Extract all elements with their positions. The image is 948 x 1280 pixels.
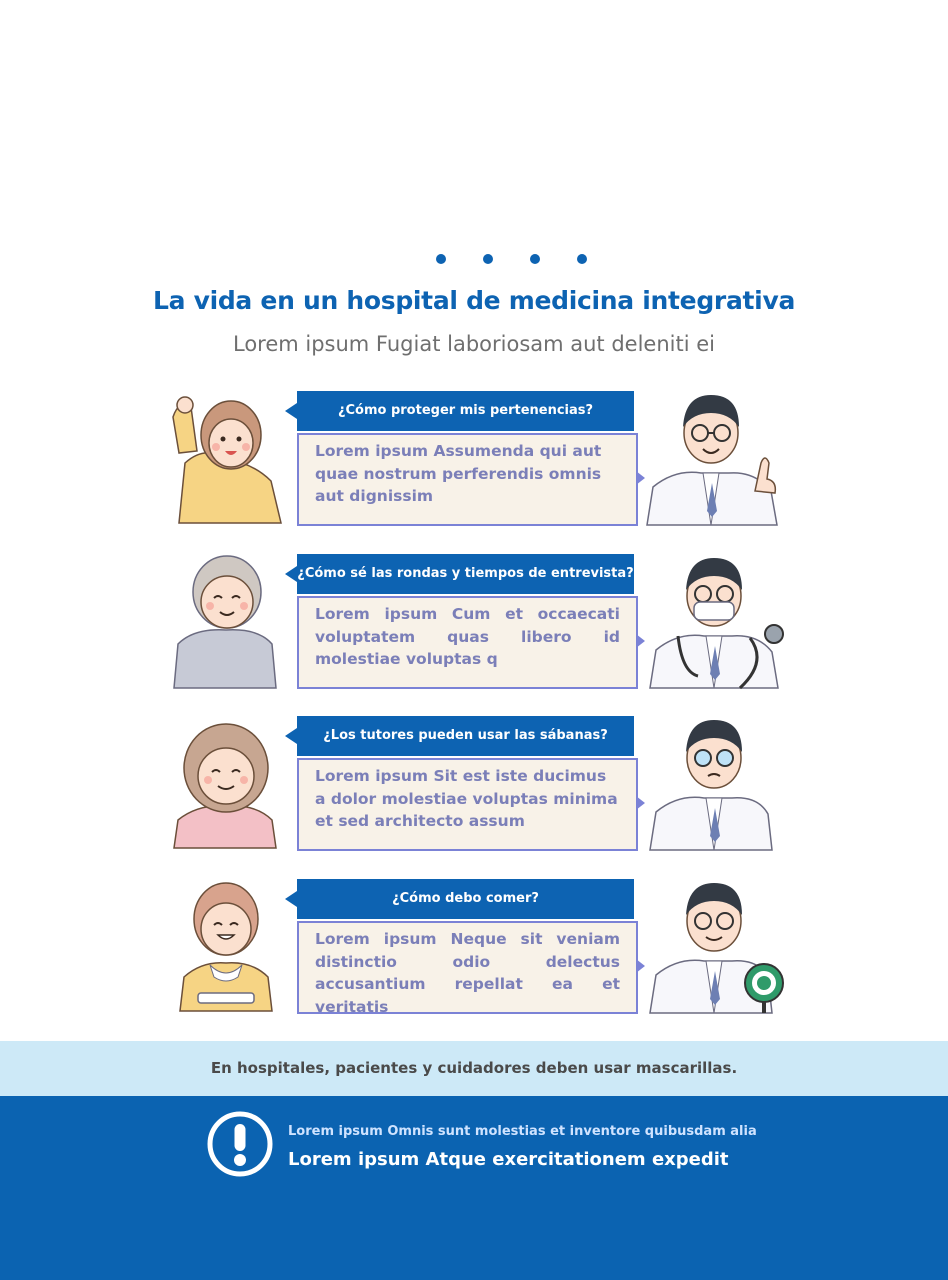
footer-line-1: Lorem ipsum Omnis sunt molestias et inventore quibusdam alia: [288, 1124, 757, 1139]
pagination-dots: [436, 254, 587, 264]
doctor-crying-illustration: [648, 712, 774, 852]
dot: [436, 254, 446, 264]
answer-box: Lorem ipsum Assumenda qui aut quae nostrum perferendis omnis aut dignissim: [297, 433, 638, 526]
dot: [530, 254, 540, 264]
doctor-stethoscope-illustration: [648, 552, 794, 690]
faq-item: [0, 879, 948, 1019]
doctor-pointing-illustration: [645, 391, 785, 527]
question-bar: ¿Cómo proteger mis pertenencias?: [297, 391, 634, 431]
answer-box: Lorem ipsum Sit est iste ducimus a dolor molestiae voluptas minima et sed architecto assum: [297, 758, 638, 851]
faq-item: [0, 554, 948, 694]
mask-notice-banner: En hospitales, pacientes y cuidadores deben usar mascarillas.: [0, 1041, 948, 1096]
waving-girl-patient-illustration: [165, 393, 285, 525]
answer-box: Lorem ipsum Cum et occaecati voluptatem quas libero id molestiae voluptas q: [297, 596, 638, 689]
dot: [577, 254, 587, 264]
dot: [483, 254, 493, 264]
question-bar: ¿Cómo sé las rondas y tiempos de entrevista?: [297, 554, 634, 594]
elderly-woman-patient-illustration: [170, 716, 280, 850]
answer-box: Lorem ipsum Neque sit veniam distinctio odio delectus accusantium repellat ea et veritatis: [297, 921, 638, 1014]
question-bar: ¿Los tutores pueden usar las sábanas?: [297, 716, 634, 756]
page-title: La vida en un hospital de medicina integrativa: [152, 286, 796, 315]
footer-line-2: Lorem ipsum Atque exercitationem expedit: [288, 1149, 729, 1170]
question-bar: ¿Cómo debo comer?: [297, 879, 634, 919]
page-subtitle: Lorem ipsum Fugiat laboriosam aut deleniti ei: [232, 332, 715, 356]
faq-item: [0, 391, 948, 531]
exclamation-icon: [206, 1110, 274, 1178]
faq-item: [0, 716, 948, 856]
elderly-man-patient-illustration: [172, 548, 280, 690]
child-patient-eating-illustration: [176, 873, 276, 1013]
doctor-sign-illustration: [648, 875, 788, 1015]
